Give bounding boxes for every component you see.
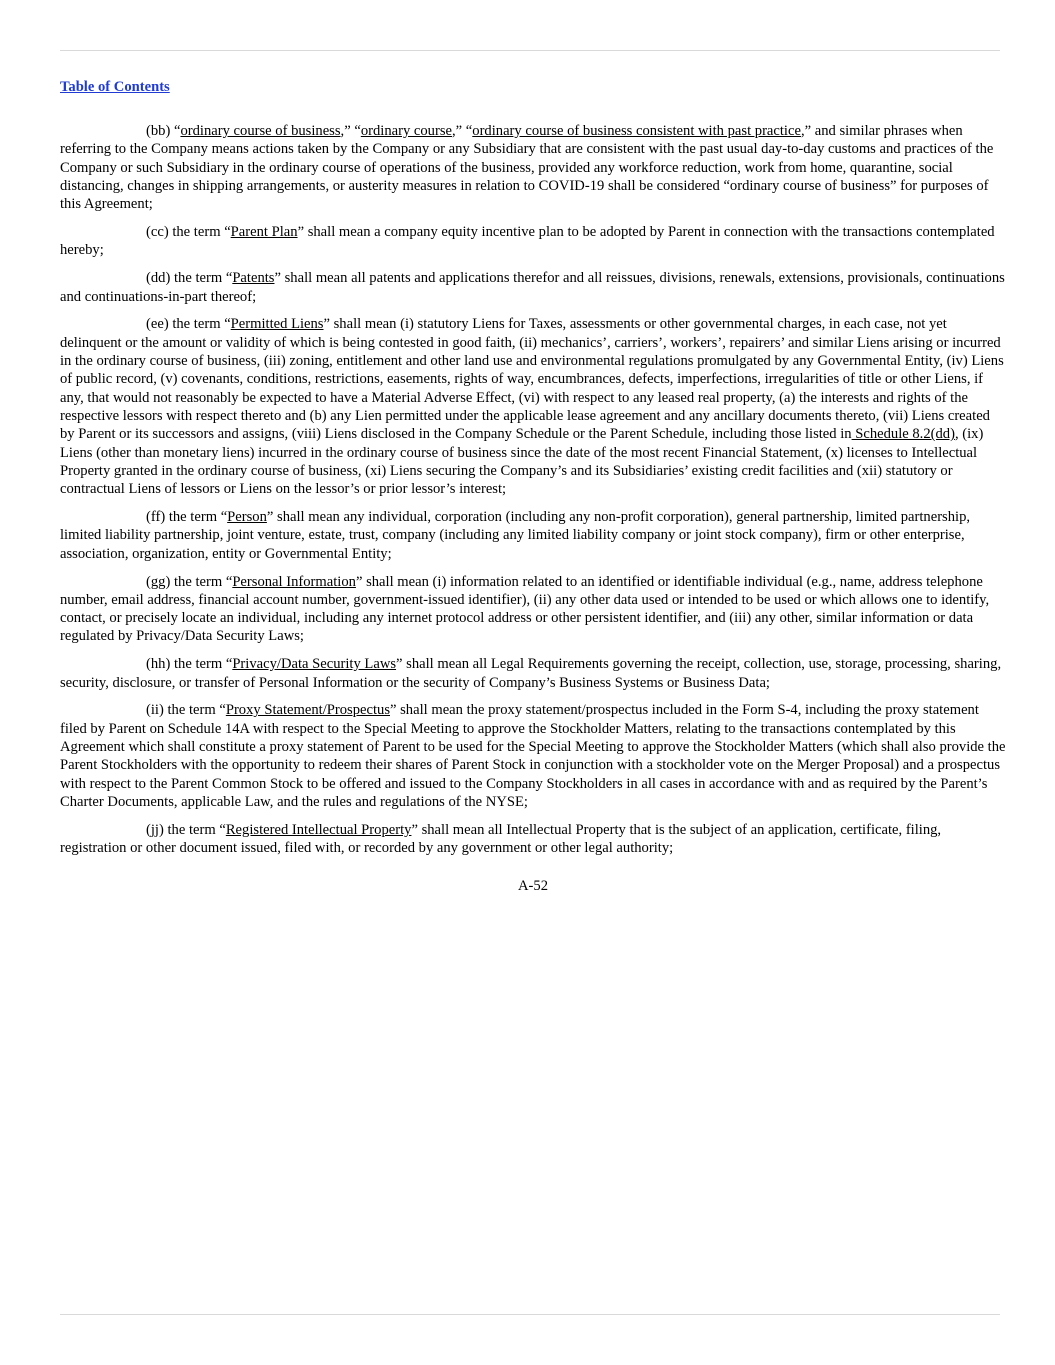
definition-text: (jj) the term “ [146,821,226,838]
definition-paragraph-jj [60,821,1008,858]
definition-text: ,” “ [340,123,361,139]
definition-paragraph-gg [60,573,1008,646]
definition-text: ” shall mean the proxy statement/prospectus included in the Form S-4, including the proxy statement filed by Parent on Schedule 14A with respect to the Special Meeting to approve the Stockholder Matters, relating to the transactions contemplated by this Agreement which shall constitute a proxy statement of Parent to be used for the Special Meeting to approve the Stockholder Matters (which shall also provide the Parent Stockholders with the opportunity to redeem their shares of Parent Stock in conjunction with a stockholder vote on the Merger Proposal) and a prospectus with respect to the Parent Common Stock to be offered and issued to the Company Stockholders in all cases in accordance with and as required by the Parent’s Charter Documents, applicable Law, and the rules and regulations of the NYSE; [60,702,1006,810]
definition-text: ” shall mean (i) statutory Liens for Taxes, assessments or other governmental charges, in each case, not yet delinquent or the amount or validity of which is being contested in good faith, (ii) mechanics’, carriers’, workers’, repairers’ and similar Liens arising or incurred in the ordinary course of business, (iii) zoning, entitlement and other land use and environmental regulations promulgated by any Governmental Entity, (iv) Liens of public record, (v) covenants, conditions, restrictions, easements, rights of way, encumbrances, defects, imperfections, irregularities of title or other Liens, if any, that would not reasonably be expected to have a Material Adverse Effect, (vi) with respect to any leased real property, (a) the interests and rights of the respective lessors with respect thereto and (b) any Lien permitted under the applicable lease agreement and any ancillary documents thereto, (vii) Liens created by Parent or its successors and assigns, (viii) Liens disclosed in the Company Schedule or the Parent Schedule, including those listed in [60,316,1004,443]
defined-term: ordinary course of business consistent with past practice [472,123,801,139]
definition-paragraph-ff [60,508,1008,563]
definition-paragraph-bb [60,122,1008,213]
top-divider [60,50,1000,51]
definition-text: (hh) the term “ [146,656,233,673]
definition-text: ,” and similar phrases when referring to the Company means actions taken by the Company or any Subsidiary that are consistent with the past usual day-to-day customs and practices of the Company or such Subsidiary in the ordinary course of operations of the business, provided any workforce reduction, work from home, quarantine, social distancing, changes in shipping arrangements, or austerity measures in relation to COVID-19 shall be considered “ordinary course of business” for purposes of this Agreement; [60,123,994,213]
defined-term: ordinary course [360,123,452,139]
definition-text: ” shall mean all patents and applications therefor and all reissues, divisions, renewals, extensions, provisionals, continuations and continuations-in-part thereof; [60,270,1005,305]
definition-paragraph-cc [60,223,1008,260]
defined-term: Proxy Statement/Prospectus [225,702,390,719]
definition-text: , (ix) Liens (other than monetary liens) incurred in the ordinary course of business since the date of the most recent Financial Statement, (x) licenses to Intellectual Property granted in the ordinary course of business, (xi) Liens securing the Company’s and its Subsidiaries’ existing credit facilities and (xii) statutory or contractual Liens of lessors or Liens on the lessor’s or prior lessor’s interest; [60,426,984,498]
defined-term: Privacy/Data Security Laws [232,656,397,673]
definition-text: (bb) “ [146,123,181,139]
table-of-contents-link[interactable]: Table of Contents [60,79,170,95]
definition-text: (dd) the term “ [146,270,233,287]
definition-text: (cc) the term “ [146,224,231,241]
definition-text: (ff) the term “ [146,509,228,526]
defined-term: Person [227,509,267,526]
definition-paragraph-hh [60,655,1008,692]
definition-text: ” shall mean any individual, corporation (including any non-profit corporation), general partnership, limited partnership, limited liability partnership, joint venture, estate, trust, company (including any limited liability company or joint stock company), firm or other enterprise, association, organization, entity or Governmental Entity; [60,509,971,562]
definition-text: ” shall mean (i) information related to an identified or identifiable individual (e.g., name, address telephone number, email address, financial account number, government-issued identifier), (ii) any other data used or intended to be used or which allows one to identify, contact, or precisely locate an individual, including any internet protocol address or other persistent identifier, and (iii) any other, similar information or data regulated by Privacy/Data Security Laws; [60,573,990,645]
definition-text: ” shall mean all Intellectual Property that is the subject of an application, certificate, filing, registration or other document issued, filed with, or recorded by any government or other legal authority; [60,821,942,857]
definition-text: (gg) the term “ [146,573,233,590]
definitions-body [60,122,1008,867]
defined-term: Registered Intellectual Property [225,821,412,838]
defined-term: Parent Plan [230,224,298,241]
definition-paragraph-ee [60,315,1008,498]
defined-term: ordinary course of business [180,123,341,139]
defined-term: Patents [232,270,275,287]
definition-text: ” shall mean all Legal Requirements governing the receipt, collection, use, storage, processing, sharing, security, disclosure, or transfer of Personal Information or the security of Company’s Business Systems or Business Data; [60,656,1002,691]
definition-paragraph-ii [60,701,1008,811]
definition-text: ,” “ [452,123,473,139]
definition-paragraph-dd [60,269,1008,306]
page-number: A-52 [518,878,548,894]
defined-term: Personal Information [232,573,356,590]
defined-term: Permitted Liens [230,316,324,333]
defined-term: Schedule 8.2(dd) [851,426,955,443]
definition-text: (ii) the term “ [146,702,226,719]
bottom-divider [60,1314,1000,1315]
definition-text: ” shall mean a company equity incentive plan to be adopted by Parent in connection with the transactions contemplated hereby; [60,224,995,259]
definition-text: (ee) the term “ [146,316,231,333]
